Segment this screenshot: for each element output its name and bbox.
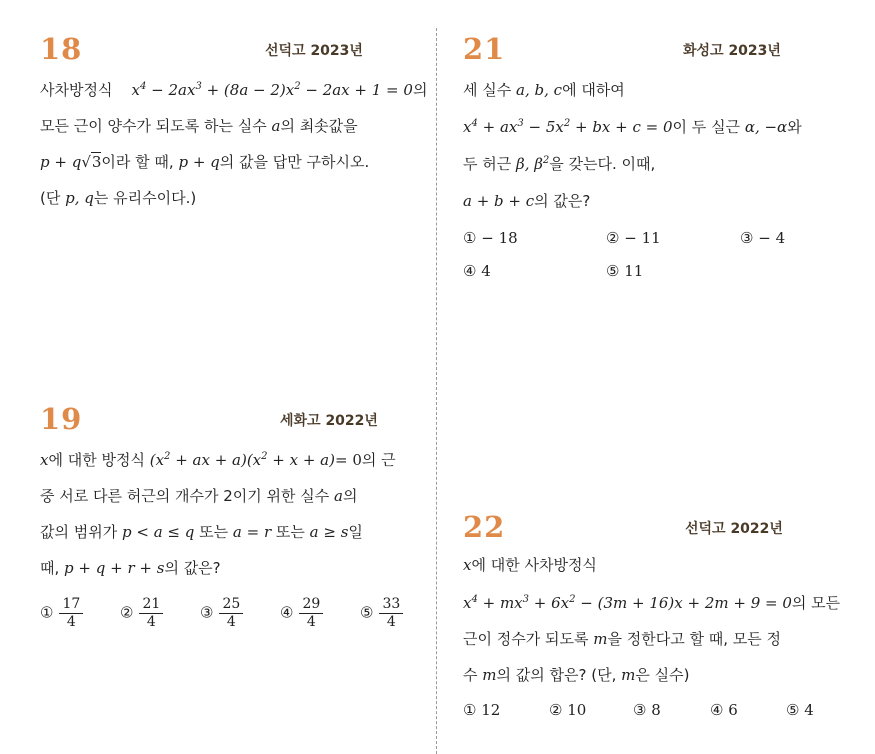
choice-4[interactable]: ④ 6	[710, 701, 738, 719]
problem-number: 19	[40, 402, 83, 436]
problem-text-line: 사차방정식 $x^4 - 2ax^3 + (8a - 2)x^2 - 2ax + 1 = 0$의	[40, 81, 428, 99]
choice-5[interactable]: ⑤ 4	[786, 701, 814, 719]
choice-2[interactable]: ② 10	[549, 701, 587, 719]
choice-2[interactable]: ② $\frac{21}{4}$	[120, 596, 163, 631]
problem-text-line: 값의 범위가 p < a ≤ q 또는 a = r 또는 a ≥ s일	[40, 523, 363, 541]
equation: ($x^2$ + ax + $a)(x^2 + x + a)= 0$	[149, 451, 362, 469]
choice-1[interactable]: ① 12	[463, 701, 501, 719]
problem-text-line: 두 허근 β, $\beta^2$을 갖는다. 이때,	[463, 155, 656, 173]
problem-text-line: 근이 정수가 되도록 m을 정한다고 할 때, 모든 정	[463, 630, 781, 648]
problem-number: 22	[463, 510, 506, 544]
choice-3[interactable]: ③ − 4	[740, 229, 786, 247]
problem-text-line: x에 대한 방정식 ($x^2$ + ax + $a)(x^2 + x + a)= 0$의 근	[40, 451, 396, 469]
problem-number: 21	[463, 32, 506, 66]
equation: $x^4 + ax^3 - 5x^2$ + bx + c = 0	[463, 118, 673, 136]
choice-5[interactable]: ⑤ $\frac{33}{4}$	[360, 596, 403, 631]
problem-18	[40, 32, 430, 232]
problem-text-line: $x^4 + ax^3 - 5x^2$ + bx + c = 0이 두 실근 α, −α와	[463, 118, 802, 136]
choice-2[interactable]: ② − 11	[606, 229, 661, 247]
problem-text-line: 수 m의 값의 합은? (단, m은 실수)	[463, 666, 690, 684]
problem-text-line: 때, p + q + r + s의 값은?	[40, 559, 221, 577]
problem-source: 세화고 2022년	[280, 413, 378, 429]
problem-text-line: 중 서로 다른 허근의 개수가 2이기 위한 실수 a의	[40, 487, 358, 505]
equation: $x^4 + mx^3 + 6x^2 - (3m + 16)x + 2m + 9 = 0$	[463, 594, 792, 612]
choice-4[interactable]: ④ 4	[463, 262, 491, 280]
choice-4[interactable]: ④ $\frac{29}{4}$	[280, 596, 323, 631]
choice-1[interactable]: ① − 18	[463, 229, 518, 247]
problem-19	[40, 402, 432, 652]
equation: $x^4 - 2ax^3 + (8a - 2)x^2 - 2ax + 1 = 0$	[131, 81, 413, 99]
problem-text-line: a + b + c의 값은?	[463, 192, 591, 210]
problem-text-line: 세 실수 a, b, c에 대하여	[463, 81, 625, 99]
choice-1[interactable]: ① $\frac{17}{4}$	[40, 596, 83, 631]
choice-3[interactable]: ③ 8	[633, 701, 661, 719]
problem-text-line: 모든 근이 양수가 되도록 하는 실수 a의 최솟값을	[40, 117, 358, 135]
problem-text-line: $x^4 + mx^3 + 6x^2 - (3m + 16)x + 2m + 9 = 0$의 모든	[463, 594, 841, 612]
column-divider	[436, 28, 437, 754]
choice-5[interactable]: ⑤ 11	[606, 262, 644, 280]
problem-source: 선덕고 2023년	[265, 43, 363, 59]
problem-source: 선덕고 2022년	[685, 521, 783, 537]
problem-number: 18	[40, 32, 83, 66]
problem-text-line: p + q√3이라 할 때, p + q의 값을 답만 구하시오.	[40, 153, 370, 171]
problem-text-line: x에 대한 사차방정식	[463, 556, 597, 574]
problem-22	[463, 510, 853, 740]
problem-source: 화성고 2023년	[683, 43, 781, 59]
choice-3[interactable]: ③ $\frac{25}{4}$	[200, 596, 243, 631]
problem-21	[463, 32, 853, 292]
problem-text-line: (단 p, q는 유리수이다.)	[40, 189, 197, 207]
